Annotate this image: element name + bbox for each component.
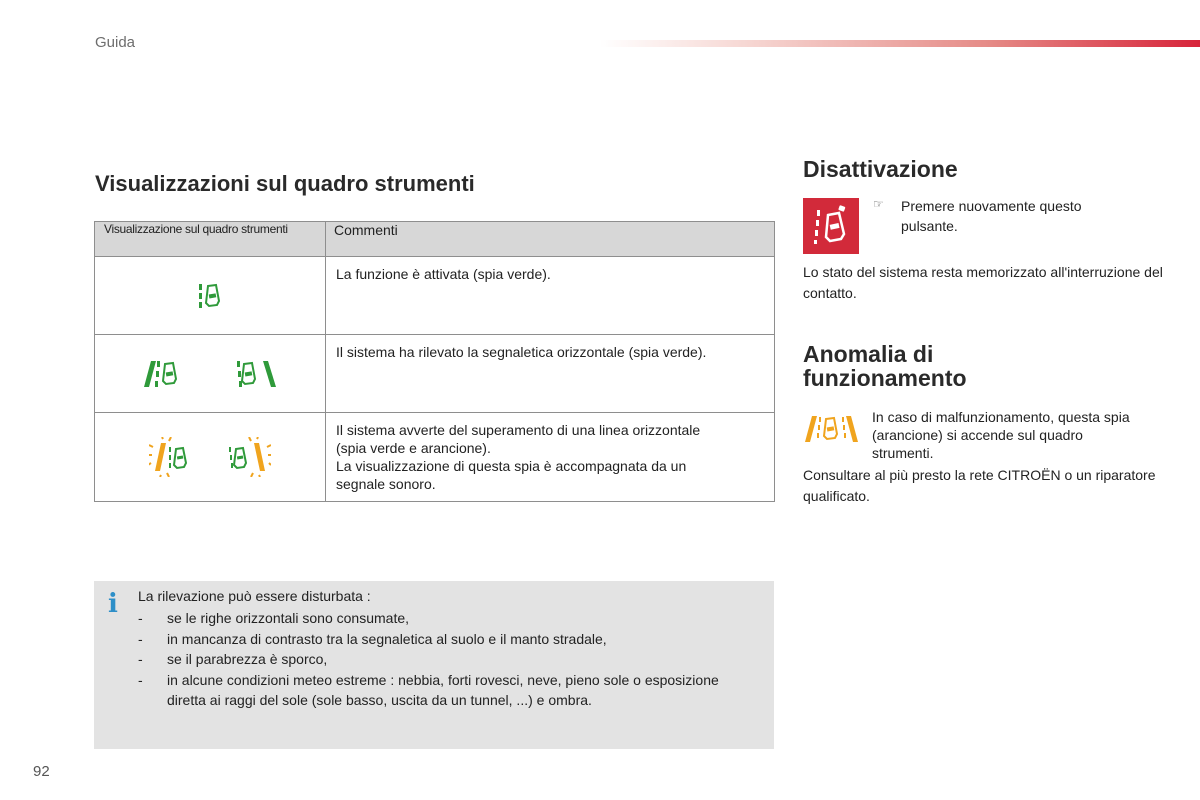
displays-title: Visualizzazioni sul quadro strumenti [95, 171, 475, 196]
lane-left-detected-icon [143, 359, 185, 389]
fault-title: Anomalia di funzionamento [803, 341, 967, 391]
deactivation-instruction: Premere nuovamente questo pulsante. [901, 198, 1082, 234]
indicator-table [94, 221, 775, 502]
info-intro: La rilevazione può essere disturbata : [138, 588, 371, 604]
comment-line: La visualizzazione di questa spia è accompagnata da un [336, 458, 687, 474]
info-box [94, 581, 774, 749]
table-row [95, 413, 775, 502]
info-list [138, 608, 758, 711]
comment-line: La funzione è attivata (spia verde). [336, 266, 551, 282]
comment-line: Il sistema avverte del superamento di una linea orizzontale [336, 422, 701, 438]
comment-line: (spia verde e arancione). [336, 440, 491, 456]
info-icon: i [108, 589, 118, 619]
page-number: 92 [33, 763, 50, 780]
list-item: - se le righe orizzontali sono consumate, [138, 608, 758, 629]
list-item: - se il parabrezza è sporco, [138, 649, 758, 670]
memory-note: Lo stato del sistema resta memorizzato all'interruzione del contatto. [803, 264, 1163, 301]
table-row [95, 257, 775, 335]
list-item: - in mancanza di contrasto tra la segnaletica al suolo e il manto stradale, [138, 629, 758, 650]
table-header-display: Visualizzazione sul quadro strumenti [95, 222, 326, 257]
lane-right-detected-icon [235, 359, 277, 389]
consult-text: Consultare al più presto la rete CITROËN o un riparatore qualificato. [803, 467, 1156, 504]
lane-right-crossing-icon [227, 437, 271, 477]
deactivation-title: Disattivazione [803, 156, 958, 182]
table-row [95, 335, 775, 413]
section-label: Guida [95, 34, 136, 51]
comment-line: segnale sonoro. [336, 476, 436, 492]
header-accent-bar [600, 40, 1200, 47]
pointer-icon: ☞ [873, 197, 884, 211]
lane-left-crossing-icon [149, 437, 193, 477]
list-item: - in alcune condizioni meteo estreme : nebbia, forti rovesci, neve, pieno sole o esposizione diretta ai raggi del sole (sole basso, uscita da un tunnel, ...) e ombra. [138, 670, 758, 711]
table-header-comments: Commenti [326, 222, 775, 257]
fault-text: In caso di malfunzionamento, questa spia (arancione) si accende sul quadro strumenti. [872, 409, 1130, 461]
comment-line: Il sistema ha rilevato la segnaletica orizzontale (spia verde). [336, 344, 707, 360]
lane-departure-button-icon [803, 198, 859, 254]
lane-keeping-car-icon [197, 281, 223, 311]
lane-departure-fault-icon [804, 414, 858, 444]
